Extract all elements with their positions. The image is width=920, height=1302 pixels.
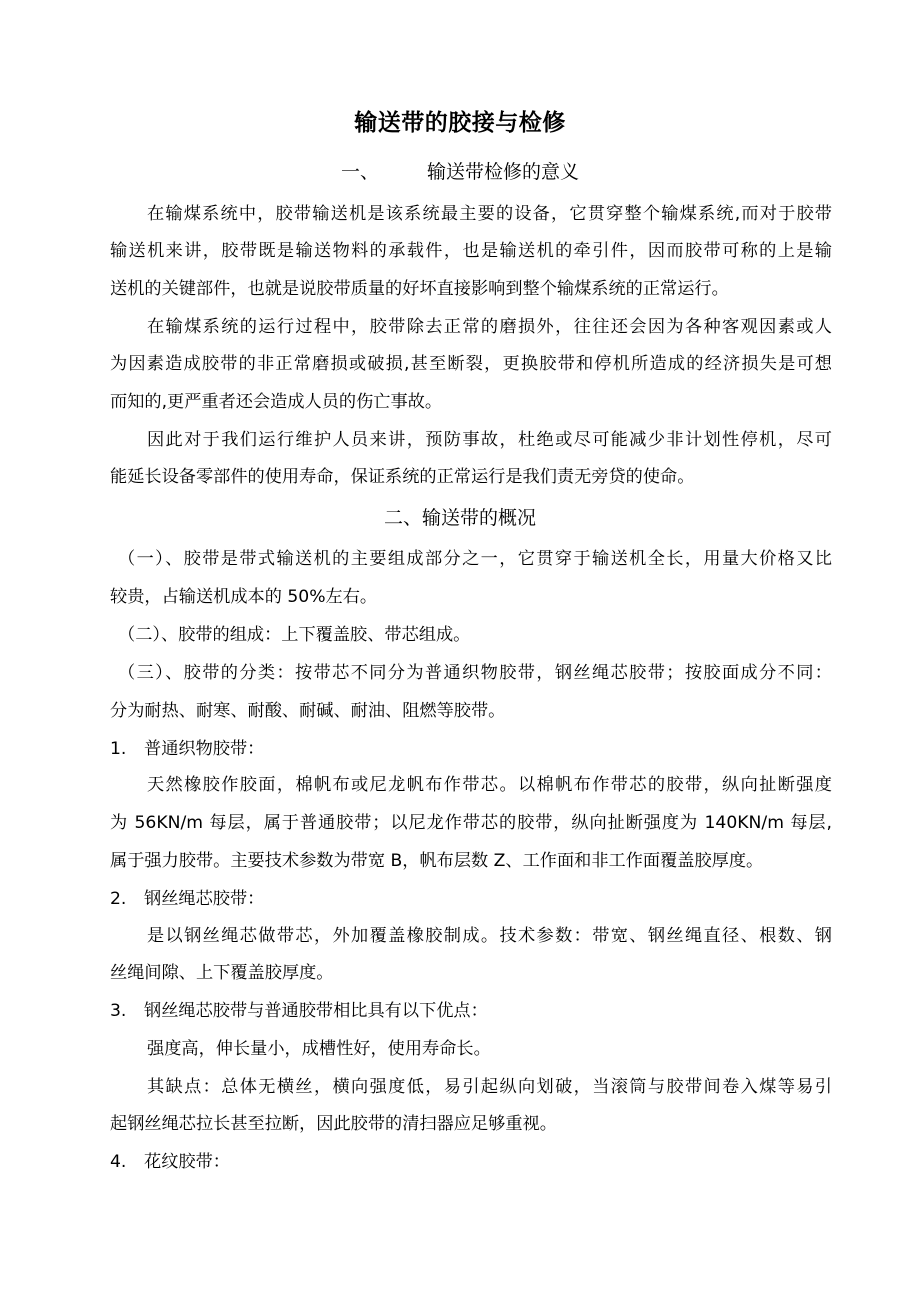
paragraph-line: 为因素造成胶带的非正常磨损或破损,甚至断裂，更换胶带和停机所造成的经济损失是可想	[110, 354, 832, 374]
paragraph-line: 在输煤系统中，胶带输送机是该系统最主要的设备，它贯穿整个输煤系统,而对于胶带	[147, 204, 832, 224]
list-item: （一）、胶带是带式输送机的主要组成部分之一，它贯穿于输送机全长，用量大价格又比	[118, 549, 832, 569]
item-label: 钢丝绳芯胶带与普通胶带相比具有以下优点：	[144, 1001, 488, 1021]
section-1-title: 输送带检修的意义	[427, 161, 580, 183]
item-number: 4.	[110, 1152, 127, 1172]
list-item: （三）、胶带的分类：按带芯不同分为普通织物胶带，钢丝绳芯胶带；按胶面成分不同：	[118, 663, 832, 683]
item-number: 2.	[110, 889, 127, 909]
section-2-heading: 二、输送带的概况	[383, 507, 536, 529]
paragraph-line: 其缺点：总体无横丝，横向强度低，易引起纵向划破，当滚筒与胶带间卷入煤等易引	[147, 1077, 832, 1097]
paragraph-line: 属于强力胶带。主要技术参数为带宽 B，帆布层数 Z、工作面和非工作面覆盖胶厚度。	[110, 851, 764, 871]
numbered-item-4	[110, 1148, 832, 1176]
paragraph-line: 丝绳间隙、上下覆盖胶厚度。	[110, 963, 334, 983]
item-label: 普通织物胶带：	[144, 739, 265, 759]
paragraph-line: 在输煤系统的运行过程中，胶带除去正常的磨损外，往往还会因为各种客观因素或人	[147, 317, 832, 337]
paragraph-line: 能延长设备零部件的使用寿命，保证系统的正常运行是我们责无旁贷的使命。	[110, 467, 695, 487]
item-label: 花纹胶带：	[144, 1152, 230, 1172]
paragraph-line: 是以钢丝绳芯做带芯，外加覆盖橡胶制成。技术参数：带宽、钢丝绳直径、根数、钢	[147, 926, 832, 946]
paragraph-line: 而知的,更严重者还会造成人员的伤亡事故。	[110, 392, 443, 412]
paragraph-line: 天然橡胶作胶面，棉帆布或尼龙帆布作带芯。以棉帆布作带芯的胶带，纵向扯断强度	[147, 775, 832, 795]
paragraph-line: 起钢丝绳芯拉长甚至拉断，因此胶带的清扫器应足够重视。	[110, 1114, 557, 1134]
section-1-number: 一、	[340, 161, 379, 183]
list-item: （二）、胶带的组成：上下覆盖胶、带芯组成。	[118, 625, 471, 645]
paragraph-line: 输送机来讲，胶带既是输送物料的承载件，也是输送机的牵引件，因而胶带可称的上是输	[110, 241, 832, 261]
paragraph-line: 强度高，伸长量小，成槽性好，使用寿命长。	[147, 1039, 491, 1059]
numbered-item-2	[110, 885, 832, 913]
item-label: 钢丝绳芯胶带：	[144, 889, 265, 909]
numbered-item-3	[110, 997, 832, 1025]
paragraph-line: 分为耐热、耐寒、耐酸、耐碱、耐油、阻燃等胶带。	[110, 701, 506, 721]
section-1-heading	[0, 156, 920, 188]
numbered-item-1	[110, 735, 832, 763]
item-number: 1.	[110, 739, 127, 759]
item-number: 3.	[110, 1001, 127, 1021]
document-title: 输送带的胶接与检修	[354, 110, 566, 136]
paragraph-line: 因此对于我们运行维护人员来讲，预防事故，杜绝或尽可能减少非计划性停机，尽可	[147, 430, 832, 450]
paragraph-line: 较贵，占输送机成本的 50%左右。	[110, 587, 378, 607]
paragraph-line: 为 56KN/m 每层，属于普通胶带；以尼龙作带芯的胶带，纵向扯断强度为 140KN/m 每层,	[110, 813, 832, 833]
paragraph-line: 送机的关键部件，也就是说胶带质量的好坏直接影响到整个输煤系统的正常运行。	[110, 279, 729, 299]
